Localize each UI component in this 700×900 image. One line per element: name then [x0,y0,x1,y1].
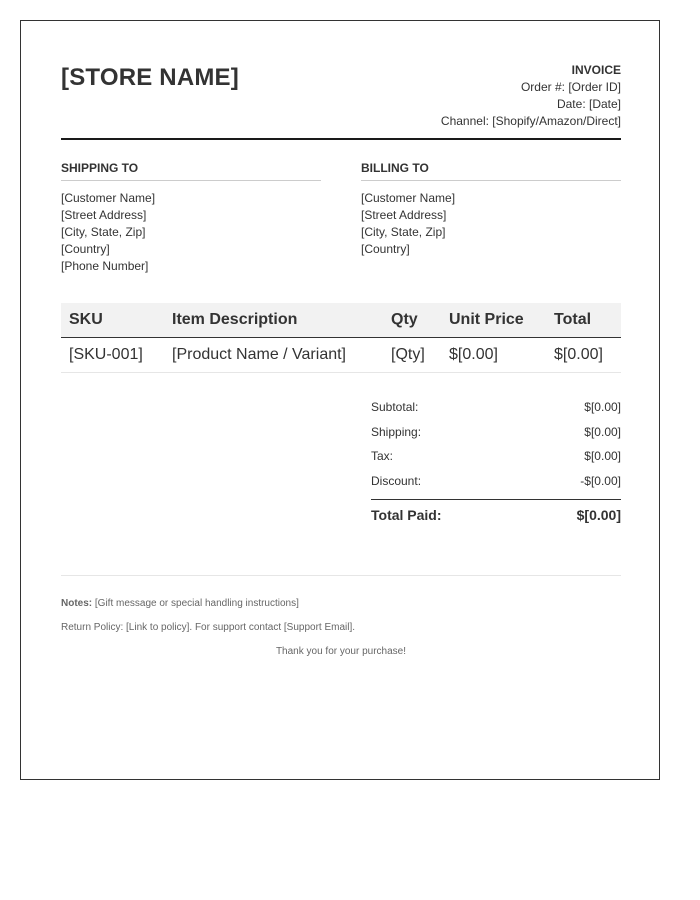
billing-city-state-zip: [City, State, Zip] [361,225,446,239]
total-paid-value: $[0.00] [576,507,621,523]
invoice-date: Date: [Date] [556,97,621,111]
tax-label: Tax: [371,449,394,463]
billing-heading: BILLING TO [361,161,621,181]
header-divider [61,138,621,140]
line-items-table [61,303,621,373]
thank-you-message: Thank you for your purchase! [275,646,407,657]
cell-sku: [SKU-001] [61,338,164,373]
total-paid-row [371,499,621,528]
return-policy-text: Return Policy: [Link to policy]. For support contact [Support Email]. [61,622,356,633]
sales-channel: Channel: [Shopify/Amazon/Direct] [440,114,621,128]
billing-customer-name: [Customer Name] [361,191,456,205]
shipping-address-block [61,161,321,275]
totals-summary [371,395,621,528]
billing-address-block [361,161,621,258]
cell-description: [Product Name / Variant] [164,338,383,373]
shipping-customer-name: [Customer Name] [61,191,156,205]
discount-row [371,469,621,494]
billing-country: [Country] [361,242,410,256]
tax-value: $[0.00] [584,449,621,463]
column-header-qty: Qty [383,303,441,338]
discount-label: Discount: [371,473,422,488]
shipping-phone: [Phone Number] [61,259,149,273]
tax-row [371,444,621,469]
column-header-total: Total [546,303,621,338]
invoice-title: INVOICE [571,63,621,77]
notes-text: [Gift message or special handling instructions] [94,598,299,609]
shipping-street: [Street Address] [61,208,147,222]
shipping-address-lines [61,190,321,275]
cell-unit-price: $[0.00] [441,338,546,373]
notes-line [61,597,299,610]
column-header-unit-price: Unit Price [441,303,546,338]
billing-street: [Street Address] [361,208,447,222]
order-number: Order #: [Order ID] [520,80,621,94]
table-header-row [61,303,621,338]
table-row [61,338,621,373]
discount-value: -$[0.00] [580,473,621,488]
subtotal-value: $[0.00] [584,400,621,414]
billing-address-lines [361,190,621,258]
shipping-row [371,420,621,445]
invoice-meta [441,62,621,130]
shipping-country: [Country] [61,242,110,256]
shipping-city-state-zip: [City, State, Zip] [61,225,146,239]
shipping-value: $[0.00] [584,424,621,439]
column-header-sku: SKU [61,303,164,338]
store-name: [STORE NAME] [61,64,239,91]
shipping-heading: SHIPPING TO [61,161,321,181]
notes-label: Notes: [61,598,93,609]
cell-line-total: $[0.00] [546,338,621,373]
total-paid-label: Total Paid: [371,507,442,523]
column-header-description: Item Description [164,303,383,338]
invoice-content [61,21,621,779]
shipping-label: Shipping: [371,424,422,439]
subtotal-label: Subtotal: [371,400,419,414]
invoice-page [20,20,660,780]
footer-divider [61,575,621,576]
cell-qty: [Qty] [383,338,441,373]
subtotal-row [371,395,621,420]
